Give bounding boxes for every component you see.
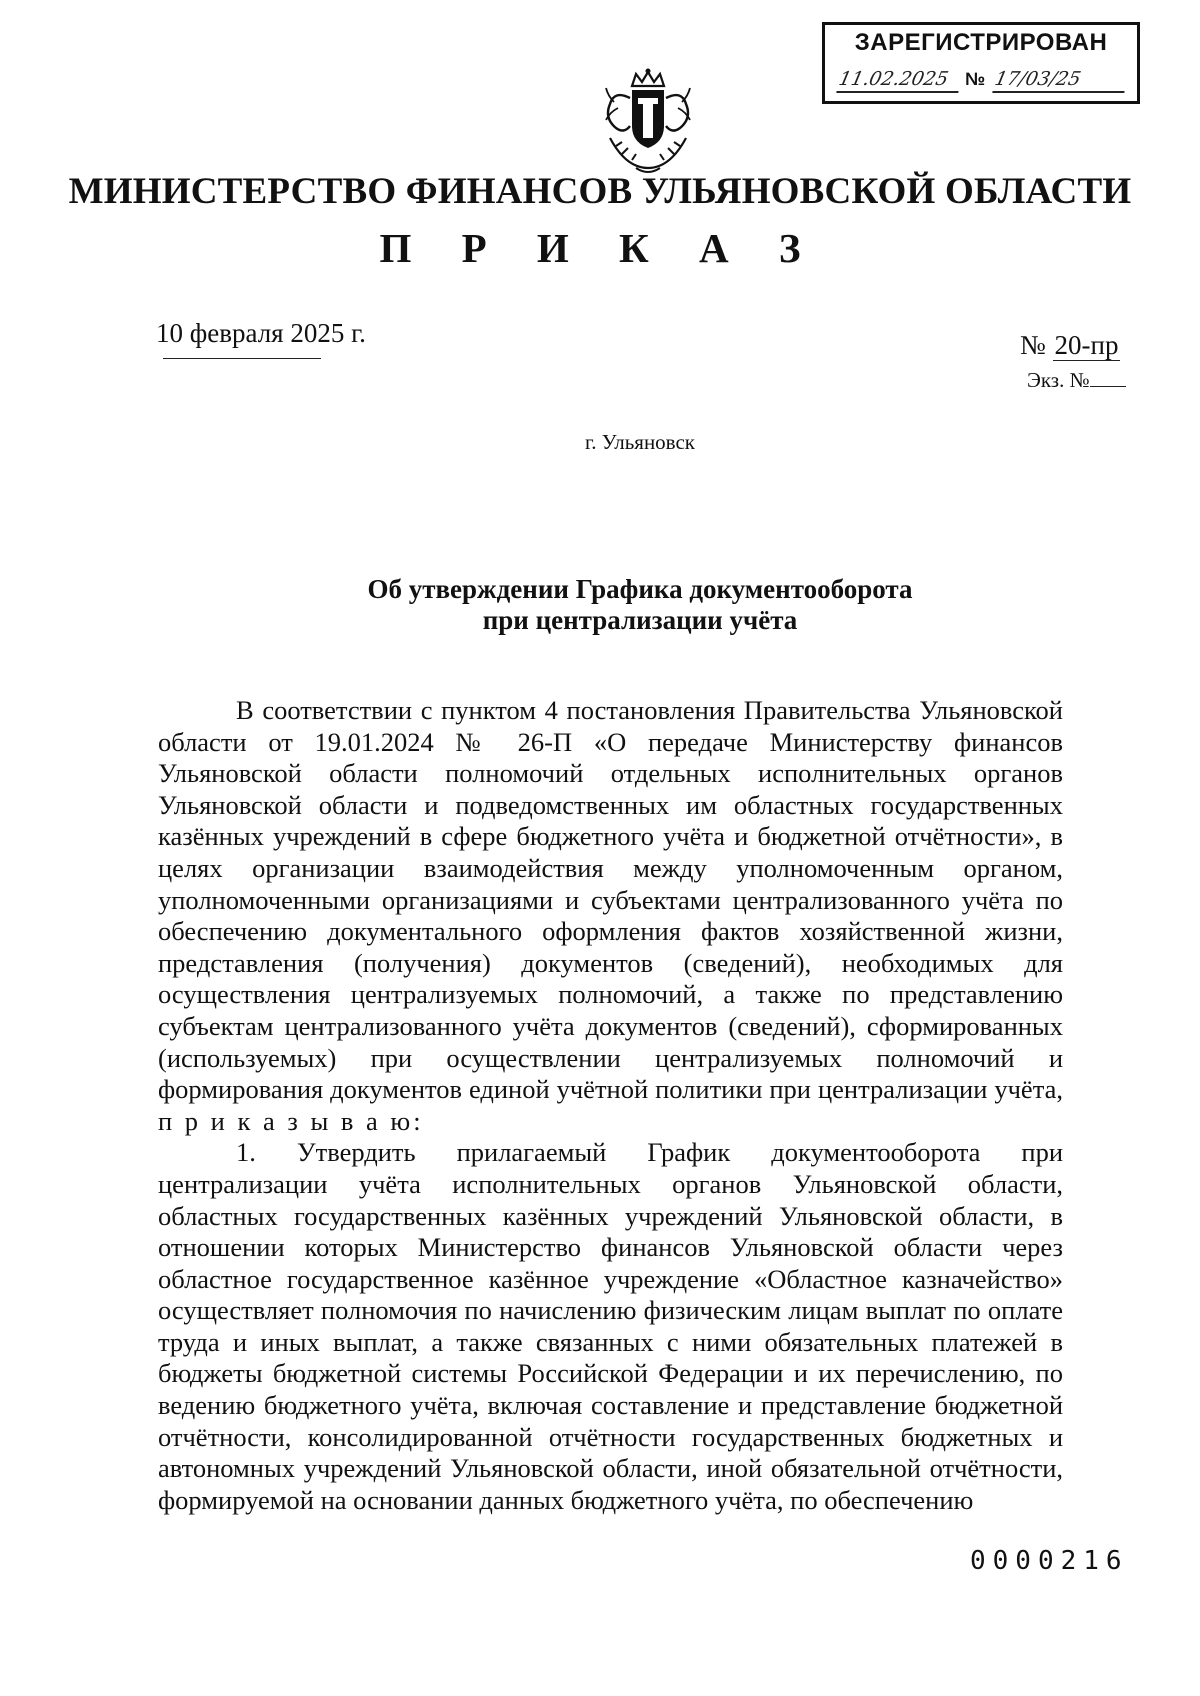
ministry-title: МИНИСТЕРСТВО ФИНАНСОВ УЛЬЯНОВСКОЙ ОБЛАСТИ (68, 171, 1132, 212)
registration-stamp (822, 22, 1140, 104)
order-number-label: № (1020, 330, 1046, 360)
order-number-block (1020, 330, 1120, 361)
stamp-number-label: № (965, 69, 986, 89)
coat-of-arms-emblem (596, 68, 700, 180)
copy-number-blank (1090, 368, 1126, 387)
stamp-row (836, 67, 1123, 95)
clause-1-paragraph: 1. Утвердить прилагаемый График документооборота при централизации учёта исполнительных органов Ульяновской области, областных государственных казённых учреждений Ульяновской области, в отношении которых Министерство финансов Ульяновской области через областное государственное казённое учреждение «Областное казначейство» осуществляет полномочия по начислению физическим лицам выплат по оплате труда и иных выплат, а также связанных с ними обязательных платежей в бюджеты бюджетной системы Российской Федерации и их перечислению, по ведению бюджетного учёта, включая составление и представление бюджетной отчётности, консолидированной отчётности государственных бюджетных и автономных учреждений Ульяновской области, иной обязательной отчётности, формируемой на основании данных бюджетного учёта, по обеспечению (158, 1137, 1063, 1515)
orders-word: п р и к а з ы в а ю: (158, 1105, 424, 1136)
stamp-title: ЗАРЕГИСТРИРОВАН (854, 29, 1108, 56)
order-subject (260, 574, 1020, 636)
preamble-paragraph (158, 695, 1063, 1137)
stamp-number: 17/03/25 (992, 67, 1130, 93)
order-body (158, 695, 1063, 1516)
subject-line-2: при централизации учёта (482, 605, 798, 635)
document-type: П Р И К А З (379, 225, 821, 271)
preamble-text: В соответствии с пунктом 4 постановления Правительства Ульяновской области от 19.01.2024 № 26-П «О передаче Министерству финансов Ульяновской области полномочий отдельных исполнительных органов Ульяновской области и подведомственных им областных государственных казённых учреждений в сфере бюджетного учёта и бюджетной отчётности», в целях организации взаимодействия между уполномоченным органом, уполномоченными организациями и субъектами централизованного учёта по обеспечению документального оформления фактов хозяйственной жизни, представления (получения) документов (сведений), необходимых для осуществления централизуемых полномочий, а также по представлению субъектам централизованного учёта документов (сведений), сформированных (используемых) при осуществлении централизуемых полномочий и формирования документов единой учётной политики при централизации учёта, (158, 695, 1063, 1105)
copy-number-label: Экз. № (1027, 368, 1090, 392)
date-underline (163, 358, 321, 359)
subject-line-1: Об утверждении Графика документооборота (367, 574, 913, 604)
stamp-date: 11.02.2025 (836, 67, 964, 93)
document-serial-number: 0000216 (970, 1546, 1129, 1576)
copy-number (1027, 368, 1126, 393)
order-number: 20-пр (1054, 330, 1119, 360)
order-date: 10 февраля 2025 г. (156, 318, 366, 348)
city: г. Ульяновск (584, 430, 695, 454)
